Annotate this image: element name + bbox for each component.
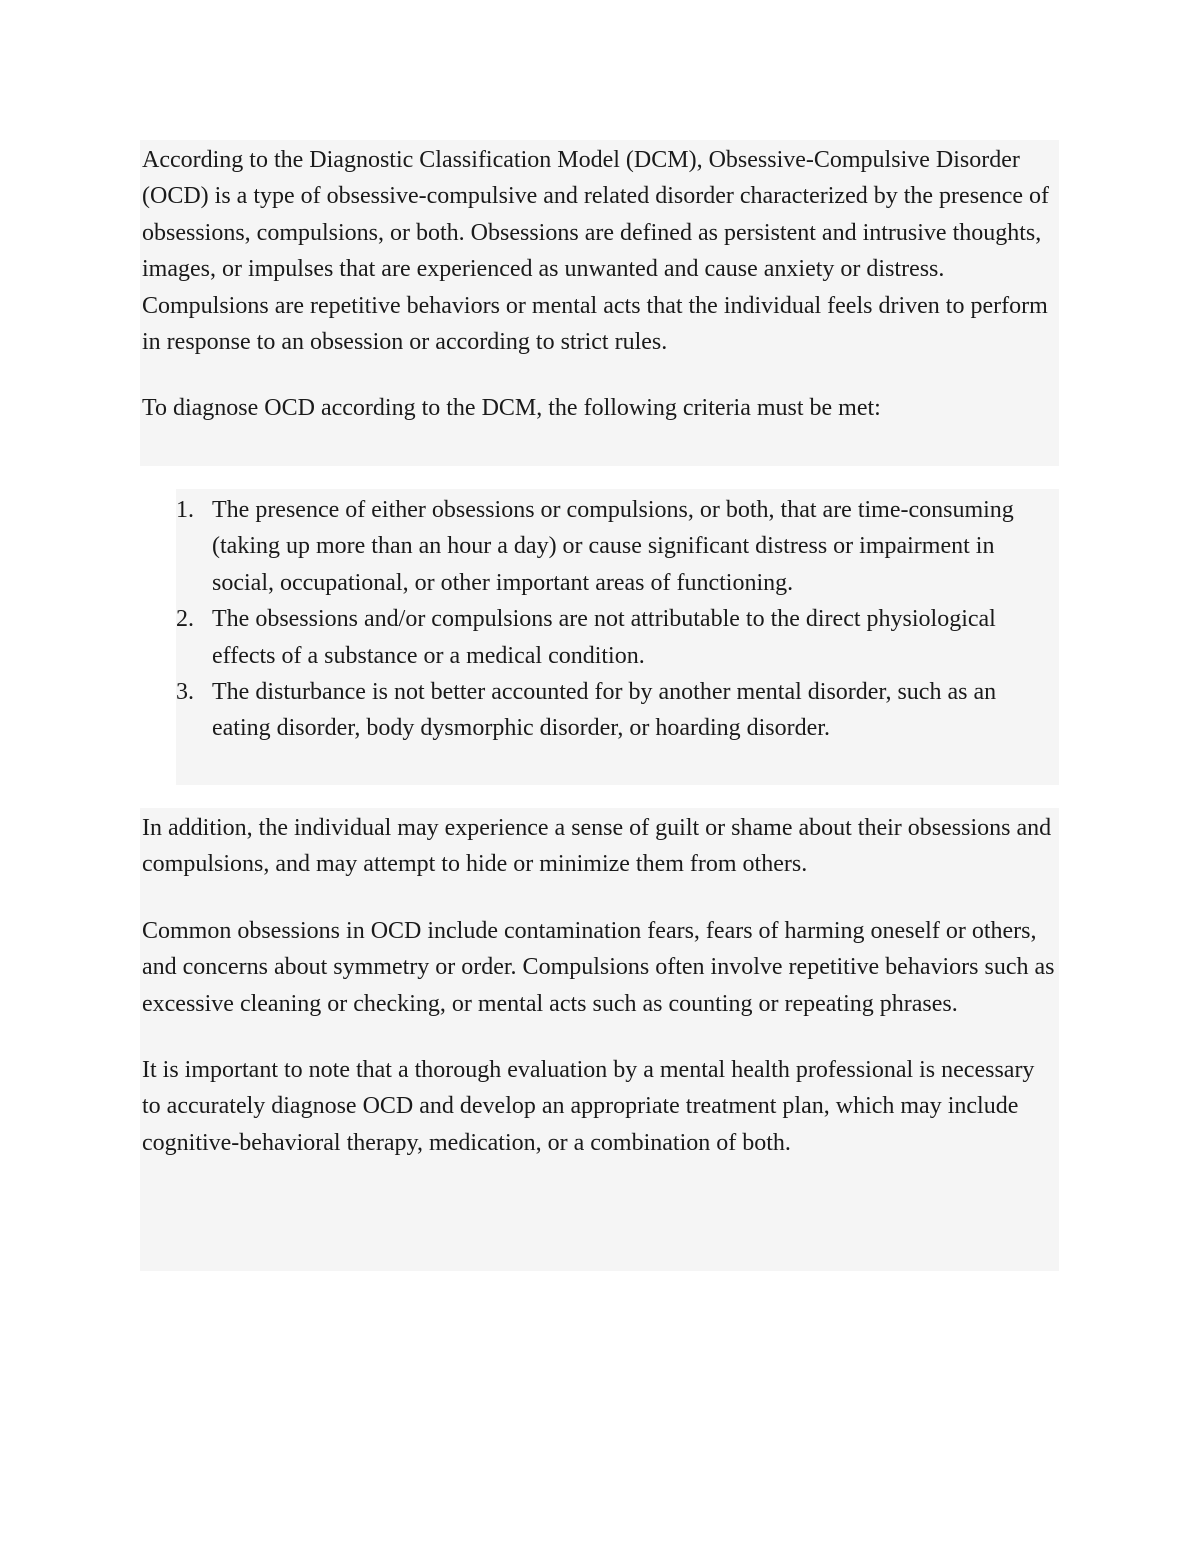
list-item-number: 1. [176,497,194,523]
criteria-lead-paragraph: To diagnose OCD according to the DCM, the following criteria must be met: [142,395,881,422]
closing-section [140,808,1059,1271]
list-item [176,601,1059,674]
list-item [176,492,1059,601]
list-item [176,674,1059,747]
list-item-text: The obsessions and/or compulsions are not attributable to the direct physiological effects of a substance or a medical condition. [212,606,996,669]
list-item-text: The presence of either obsessions or compulsions, or both, that are time-consuming (taking up more than an hour a day) or cause significant distress or impairment in social, occupational, or other important areas of functioning. [212,497,1014,596]
list-item-number: 2. [176,606,194,633]
list-item-number: 3. [176,679,194,706]
guilt-paragraph: In addition, the individual may experience a sense of guilt or shame about their obsessions and compulsions, and may attempt to hide or minimize them from others. [142,815,1052,878]
evaluation-paragraph: It is important to note that a thorough evaluation by a mental health professional is necessary to accurately diagnose OCD and develop an appropriate treatment plan, which may include cognitive-behavioral therapy, medication, or a combination of both. [142,1057,1035,1156]
criteria-list [176,489,1059,747]
common-obsessions-paragraph: Common obsessions in OCD include contamination fears, fears of harming oneself or others, and concerns about symmetry or order. Compulsions often involve repetitive behaviors such as excessive cleaning or checking, or mental acts such as counting or repeating phrases. [142,917,1055,1017]
intro-paragraph: According to the Diagnostic Classification Model (DCM), Obsessive-Compulsive Disorder (OCD) is a type of obsessive-compulsive and related disorder characterized by the presence of obsessions, compulsions, or both. Obsessions are defined as persistent and intrusive thoughts, images, or impulses that are experienced as unwanted and cause anxiety or distress. Compulsions are repetitive behaviors or mental acts that the individual feels driven to perform in response to an obsession or according to strict rules. [142,147,1049,356]
intro-section [140,140,1059,466]
list-item-text: The disturbance is not better accounted for by another mental disorder, such as an eating disorder, body dysmorphic disorder, or hoarding disorder. [212,679,997,742]
criteria-list-section [176,489,1059,785]
